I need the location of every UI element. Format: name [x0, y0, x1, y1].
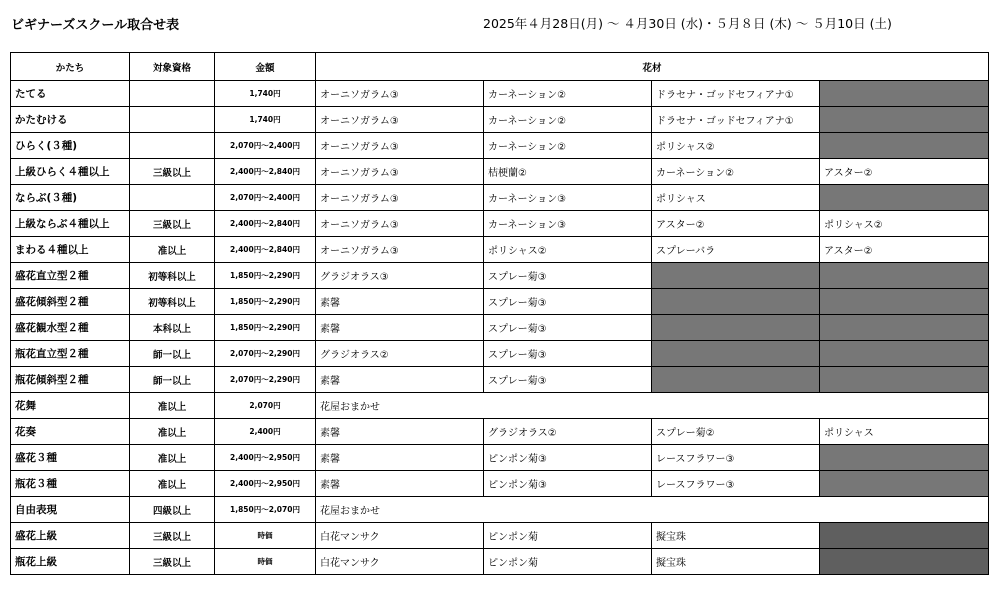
table-row [11, 107, 989, 133]
flower-cell: オーニソガラム③ [316, 185, 484, 211]
flower-cell: 桔梗蘭② [484, 159, 652, 185]
flower-cell: スプレー菊③ [484, 289, 652, 315]
flower-cell: 花屋おまかせ [316, 497, 989, 523]
qualification-cell: 初等科以上 [130, 263, 215, 289]
column-header-flowers: 花材 [316, 53, 989, 81]
flower-cell: オーニソガラム③ [316, 237, 484, 263]
price-cell: 時価 [215, 549, 316, 575]
empty-flower-cell [652, 341, 820, 367]
flower-cell: スプレー菊③ [484, 367, 652, 393]
price-cell: 2,400円 [215, 419, 316, 445]
flower-cell: グラジオラス② [484, 419, 652, 445]
page-title: ビギナーズスクール取合せ表 [11, 18, 180, 33]
flower-cell: ピンポン菊③ [484, 471, 652, 497]
katachi-cell: 盛花３種 [11, 445, 130, 471]
flower-cell: 素馨 [316, 367, 484, 393]
flower-cell: オーニソガラム③ [316, 107, 484, 133]
flower-cell: ドラセナ・ゴッドセフィアナ① [652, 81, 820, 107]
price-cell: 1,850円～2,070円 [215, 497, 316, 523]
price-cell: 1,850円～2,290円 [215, 315, 316, 341]
flower-cell: 素馨 [316, 471, 484, 497]
katachi-cell: たてる [11, 81, 130, 107]
price-cell: 2,400円～2,950円 [215, 445, 316, 471]
empty-flower-cell [820, 185, 989, 211]
qualification-cell: 四級以上 [130, 497, 215, 523]
qualification-cell: 初等科以上 [130, 289, 215, 315]
qualification-cell [130, 185, 215, 211]
flower-cell: オーニソガラム③ [316, 133, 484, 159]
flower-cell: 白花マンサク [316, 523, 484, 549]
flower-cell: アスター② [652, 211, 820, 237]
flower-cell: カーネーション② [484, 107, 652, 133]
flower-cell: ドラセナ・ゴッドセフィアナ① [652, 107, 820, 133]
flower-cell: カーネーション② [484, 133, 652, 159]
flower-cell: オーニソガラム③ [316, 81, 484, 107]
table-row [11, 133, 989, 159]
empty-flower-cell [820, 81, 989, 107]
qualification-cell: 師一以上 [130, 341, 215, 367]
empty-flower-cell [820, 263, 989, 289]
katachi-cell: 盛花傾斜型２種 [11, 289, 130, 315]
flower-cell: 白花マンサク [316, 549, 484, 575]
qualification-cell: 准以上 [130, 419, 215, 445]
katachi-cell: 盛花上級 [11, 523, 130, 549]
table-row [11, 289, 989, 315]
price-cell: 2,400円～2,950円 [215, 471, 316, 497]
table-row [11, 419, 989, 445]
table-row [11, 211, 989, 237]
flower-cell: ポリシャス [652, 185, 820, 211]
price-cell: 1,850円～2,290円 [215, 263, 316, 289]
qualification-cell: 師一以上 [130, 367, 215, 393]
katachi-cell: 盛花直立型２種 [11, 263, 130, 289]
katachi-cell: 上級ひらく４種以上 [11, 159, 130, 185]
table-row [11, 549, 989, 575]
qualification-cell [130, 81, 215, 107]
katachi-cell: 盛花観水型２種 [11, 315, 130, 341]
katachi-cell: 花奏 [11, 419, 130, 445]
flower-cell: オーニソガラム③ [316, 159, 484, 185]
arrangement-table [10, 52, 989, 575]
price-cell: 1,740円 [215, 81, 316, 107]
flower-cell: ポリシャス [820, 419, 989, 445]
price-cell: 2,400円～2,840円 [215, 211, 316, 237]
katachi-cell: 上級ならぶ４種以上 [11, 211, 130, 237]
price-cell: 2,070円 [215, 393, 316, 419]
table-row [11, 81, 989, 107]
flower-cell: カーネーション③ [484, 211, 652, 237]
flower-cell: スプレー菊③ [484, 341, 652, 367]
flower-cell: ピンポン菊 [484, 523, 652, 549]
empty-flower-cell [820, 523, 989, 549]
table-row [11, 367, 989, 393]
qualification-cell: 本科以上 [130, 315, 215, 341]
flower-cell: ピンポン菊③ [484, 445, 652, 471]
flower-cell: グラジオラス② [316, 341, 484, 367]
flower-cell: ポリシャス② [652, 133, 820, 159]
flower-cell: レースフラワー③ [652, 445, 820, 471]
katachi-cell: 瓶花直立型２種 [11, 341, 130, 367]
qualification-cell: 准以上 [130, 237, 215, 263]
flower-cell: 素馨 [316, 289, 484, 315]
empty-flower-cell [652, 263, 820, 289]
flower-cell: カーネーション② [652, 159, 820, 185]
column-header-qualification: 対象資格 [130, 53, 215, 81]
table-row [11, 497, 989, 523]
flower-cell: スプレーバラ [652, 237, 820, 263]
flower-cell: 素馨 [316, 315, 484, 341]
flower-cell: 擬宝珠 [652, 549, 820, 575]
price-cell: 時価 [215, 523, 316, 549]
price-cell: 2,400円～2,840円 [215, 237, 316, 263]
flower-cell: カーネーション③ [484, 185, 652, 211]
column-header-price: 金額 [215, 53, 316, 81]
price-cell: 1,850円～2,290円 [215, 289, 316, 315]
price-cell: 2,070円～2,400円 [215, 185, 316, 211]
date-range: 2025年４月28日(月) ～ ４月30日 (水)・５月８日 (木) ～ ５月10日 (土) [483, 16, 892, 31]
empty-flower-cell [820, 133, 989, 159]
table-row [11, 393, 989, 419]
flower-cell: アスター② [820, 159, 989, 185]
flower-cell: スプレー菊③ [484, 315, 652, 341]
price-cell: 2,070円～2,400円 [215, 133, 316, 159]
price-cell: 1,740円 [215, 107, 316, 133]
qualification-cell: 准以上 [130, 393, 215, 419]
qualification-cell: 准以上 [130, 471, 215, 497]
table-row [11, 315, 989, 341]
katachi-cell: 瓶花傾斜型２種 [11, 367, 130, 393]
flower-cell: ポリシャス② [484, 237, 652, 263]
price-cell: 2,400円～2,840円 [215, 159, 316, 185]
katachi-cell: 花舞 [11, 393, 130, 419]
table-row [11, 185, 989, 211]
qualification-cell: 三級以上 [130, 211, 215, 237]
flower-cell: スプレー菊② [652, 419, 820, 445]
empty-flower-cell [820, 471, 989, 497]
price-cell: 2,070円～2,290円 [215, 367, 316, 393]
qualification-cell [130, 107, 215, 133]
flower-cell: 花屋おまかせ [316, 393, 989, 419]
empty-flower-cell [820, 367, 989, 393]
table-row [11, 237, 989, 263]
table-row [11, 159, 989, 185]
flower-cell: 擬宝珠 [652, 523, 820, 549]
qualification-cell: 三級以上 [130, 523, 215, 549]
table-row [11, 471, 989, 497]
qualification-cell: 三級以上 [130, 159, 215, 185]
katachi-cell: 瓶花上級 [11, 549, 130, 575]
flower-cell: スプレー菊③ [484, 263, 652, 289]
column-header-katachi: かたち [11, 53, 130, 81]
qualification-cell: 准以上 [130, 445, 215, 471]
flower-cell: ピンポン菊 [484, 549, 652, 575]
empty-flower-cell [652, 289, 820, 315]
empty-flower-cell [652, 367, 820, 393]
katachi-cell: かたむける [11, 107, 130, 133]
empty-flower-cell [820, 341, 989, 367]
price-cell: 2,070円～2,290円 [215, 341, 316, 367]
empty-flower-cell [652, 315, 820, 341]
katachi-cell: ひらく(３種) [11, 133, 130, 159]
empty-flower-cell [820, 289, 989, 315]
katachi-cell: ならぶ(３種) [11, 185, 130, 211]
header-row [11, 53, 989, 81]
table-row [11, 523, 989, 549]
flower-cell: オーニソガラム③ [316, 211, 484, 237]
flower-cell: レースフラワー③ [652, 471, 820, 497]
flower-cell: 素馨 [316, 419, 484, 445]
table-row [11, 341, 989, 367]
empty-flower-cell [820, 315, 989, 341]
empty-flower-cell [820, 445, 989, 471]
qualification-cell: 三級以上 [130, 549, 215, 575]
katachi-cell: まわる４種以上 [11, 237, 130, 263]
table-row [11, 263, 989, 289]
flower-cell: カーネーション② [484, 81, 652, 107]
flower-cell: ポリシャス② [820, 211, 989, 237]
flower-cell: アスター② [820, 237, 989, 263]
katachi-cell: 自由表現 [11, 497, 130, 523]
qualification-cell [130, 133, 215, 159]
empty-flower-cell [820, 549, 989, 575]
table-row [11, 445, 989, 471]
flower-cell: 素馨 [316, 445, 484, 471]
flower-cell: グラジオラス③ [316, 263, 484, 289]
empty-flower-cell [820, 107, 989, 133]
katachi-cell: 瓶花３種 [11, 471, 130, 497]
